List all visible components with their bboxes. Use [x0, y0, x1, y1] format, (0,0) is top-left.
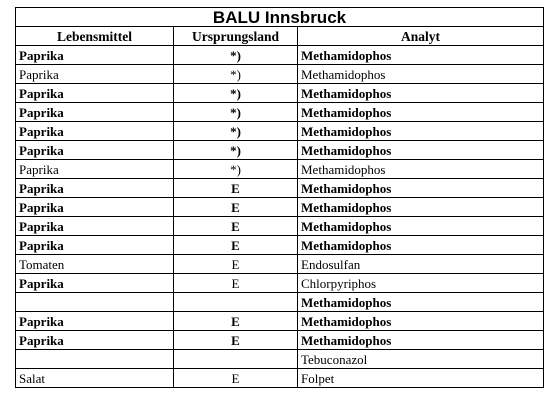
- origin-cell: E: [174, 198, 298, 217]
- table-row: [16, 217, 544, 236]
- origin-cell: *): [174, 65, 298, 84]
- origin-cell: *): [174, 84, 298, 103]
- residue-table: [15, 7, 544, 388]
- table-row: [16, 179, 544, 198]
- origin-cell: E: [174, 217, 298, 236]
- table-row: [16, 198, 544, 217]
- analyte-cell: Methamidophos: [298, 236, 544, 255]
- table-row: [16, 331, 544, 350]
- food-cell: Paprika: [16, 46, 174, 65]
- table-row: [16, 274, 544, 293]
- origin-cell: *): [174, 46, 298, 65]
- food-cell: Paprika: [16, 84, 174, 103]
- food-cell: Paprika: [16, 160, 174, 179]
- table-row: [16, 312, 544, 331]
- analyte-cell: Endosulfan: [298, 255, 544, 274]
- food-cell: Paprika: [16, 236, 174, 255]
- origin-cell: E: [174, 331, 298, 350]
- food-cell: [16, 350, 174, 369]
- food-cell: Paprika: [16, 198, 174, 217]
- food-cell: Tomaten: [16, 255, 174, 274]
- analyte-cell: Methamidophos: [298, 46, 544, 65]
- column-header-analyt: Analyt: [298, 27, 544, 46]
- origin-cell: *): [174, 141, 298, 160]
- analyte-cell: Folpet: [298, 369, 544, 388]
- food-cell: Paprika: [16, 179, 174, 198]
- food-cell: Paprika: [16, 122, 174, 141]
- table-row: [16, 84, 544, 103]
- analyte-cell: Methamidophos: [298, 160, 544, 179]
- table-body: [16, 46, 544, 388]
- table-row: [16, 255, 544, 274]
- origin-cell: E: [174, 369, 298, 388]
- origin-cell: [174, 350, 298, 369]
- origin-cell: [174, 293, 298, 312]
- table-row: [16, 103, 544, 122]
- table-row: [16, 350, 544, 369]
- analyte-cell: Methamidophos: [298, 331, 544, 350]
- table-row: [16, 293, 544, 312]
- food-cell: Paprika: [16, 217, 174, 236]
- food-cell: Paprika: [16, 331, 174, 350]
- analyte-cell: Methamidophos: [298, 103, 544, 122]
- table-row: [16, 122, 544, 141]
- food-cell: [16, 293, 174, 312]
- analyte-cell: Chlorpyriphos: [298, 274, 544, 293]
- table-title: BALU Innsbruck: [16, 8, 544, 27]
- origin-cell: *): [174, 103, 298, 122]
- analyte-cell: Methamidophos: [298, 122, 544, 141]
- analyte-cell: Methamidophos: [298, 217, 544, 236]
- food-cell: Paprika: [16, 312, 174, 331]
- analyte-cell: Methamidophos: [298, 198, 544, 217]
- food-cell: Salat: [16, 369, 174, 388]
- food-cell: Paprika: [16, 141, 174, 160]
- column-header-lebensmittel: Lebensmittel: [16, 27, 174, 46]
- table-row: [16, 160, 544, 179]
- food-cell: Paprika: [16, 274, 174, 293]
- food-cell: Paprika: [16, 103, 174, 122]
- origin-cell: E: [174, 255, 298, 274]
- analyte-cell: Methamidophos: [298, 312, 544, 331]
- column-header-ursprungsland: Ursprungsland: [174, 27, 298, 46]
- origin-cell: E: [174, 312, 298, 331]
- analyte-cell: Tebuconazol: [298, 350, 544, 369]
- table-row: [16, 236, 544, 255]
- food-cell: Paprika: [16, 65, 174, 84]
- table-row: [16, 46, 544, 65]
- origin-cell: E: [174, 236, 298, 255]
- analyte-cell: Methamidophos: [298, 293, 544, 312]
- origin-cell: *): [174, 160, 298, 179]
- table-row: [16, 141, 544, 160]
- analyte-cell: Methamidophos: [298, 179, 544, 198]
- origin-cell: *): [174, 122, 298, 141]
- table-row: [16, 369, 544, 388]
- analyte-cell: Methamidophos: [298, 65, 544, 84]
- table-row: [16, 65, 544, 84]
- analyte-cell: Methamidophos: [298, 141, 544, 160]
- analyte-cell: Methamidophos: [298, 84, 544, 103]
- origin-cell: E: [174, 179, 298, 198]
- origin-cell: E: [174, 274, 298, 293]
